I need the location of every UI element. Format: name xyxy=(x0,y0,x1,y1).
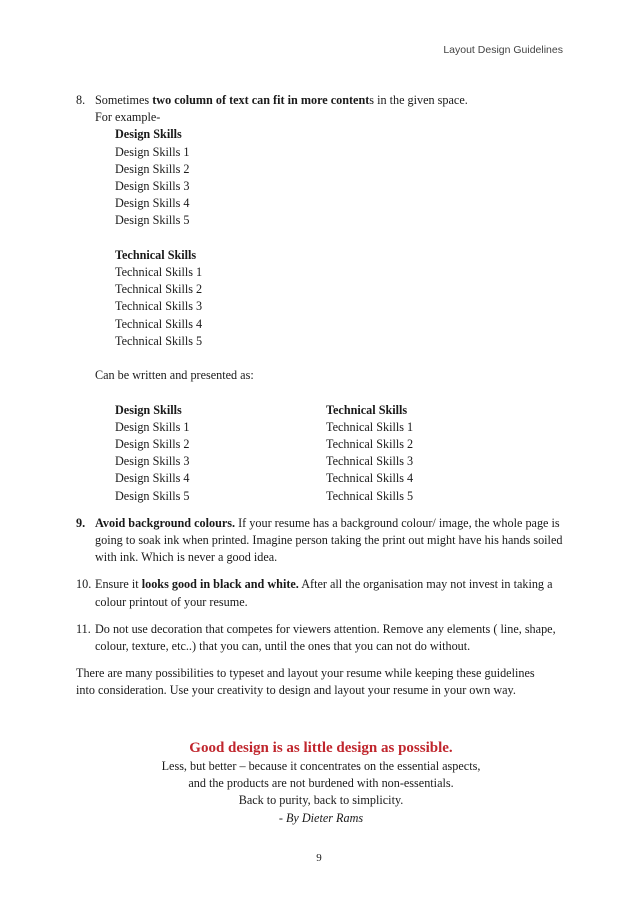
technical-skills-heading: Technical Skills xyxy=(115,247,197,262)
quote-line: Back to purity, back to simplicity. xyxy=(238,793,404,808)
quote-line: and the products are not burdened with non-essentials. xyxy=(188,776,454,791)
item-11-text: Do not use decoration that competes for viewers attention. Remove any elements ( line, shape, colour, texture, etc..) that you can, until the ones that you can not do without. xyxy=(95,621,556,654)
list-item-9 xyxy=(76,515,566,567)
list-item: Design Skills 4 xyxy=(115,196,190,211)
quote-line: Less, but better – because it concentrates on the essential aspects, xyxy=(161,759,481,773)
list-item: Technical Skills 3 xyxy=(115,299,203,314)
list-item-8 xyxy=(76,92,566,505)
technical-skills-column xyxy=(326,402,526,505)
list-item: Technical Skills 3 xyxy=(326,454,414,469)
list-item: Design Skills 2 xyxy=(115,161,190,176)
list-number: 8. xyxy=(76,93,86,107)
example-label: For example- xyxy=(95,110,161,125)
list-item: Technical Skills 2 xyxy=(115,282,203,297)
list-item: Design Skills 1 xyxy=(115,419,190,434)
quote-title: Good design is as little design as possible. xyxy=(189,740,453,756)
list-item: Technical Skills 1 xyxy=(326,419,414,434)
list-item: Design Skills 3 xyxy=(115,454,190,469)
list-item: Technical Skills 4 xyxy=(115,316,203,331)
list-item: Design Skills 2 xyxy=(115,437,190,452)
presented-label: Can be written and presented as: xyxy=(95,368,254,383)
list-item: Technical Skills 5 xyxy=(115,333,203,348)
technical-skills-list xyxy=(95,247,566,350)
quote-block xyxy=(76,738,566,827)
list-item: Technical Skills 2 xyxy=(326,437,414,452)
design-skills-heading: Design Skills xyxy=(115,127,182,142)
list-item-10 xyxy=(76,576,566,610)
list-item-11 xyxy=(76,621,566,655)
item-10-text: Ensure it looks good in black and white. After all the organisation may not invest in taking a colour printout of your resume. xyxy=(95,577,553,609)
list-item: Technical Skills 5 xyxy=(326,488,414,503)
list-item: Design Skills 4 xyxy=(115,471,190,486)
closing-paragraph-line-2: into consideration. Use your creativity to design and layout your resume in your own way. xyxy=(76,683,516,698)
item-8-text: Sometimes two column of text can fit in more contents in the given space. xyxy=(95,93,468,107)
list-number: 11. xyxy=(76,621,91,636)
technical-skills-heading: Technical Skills xyxy=(326,402,408,417)
list-item: Design Skills 5 xyxy=(115,213,190,228)
design-skills-heading: Design Skills xyxy=(115,402,182,417)
list-item: Design Skills 5 xyxy=(115,488,190,503)
list-number: 9. xyxy=(76,515,86,530)
list-item: Design Skills 3 xyxy=(115,179,190,194)
list-item: Technical Skills 1 xyxy=(115,265,203,280)
running-header: Layout Design Guidelines xyxy=(443,44,563,56)
closing-paragraph-line-1: There are many possibilities to typeset and layout your resume while keeping these guidelines xyxy=(76,666,535,681)
list-item: Design Skills 1 xyxy=(115,144,190,159)
design-skills-column xyxy=(115,402,326,505)
page-number: 9 xyxy=(316,852,322,864)
list-number: 10. xyxy=(76,577,92,592)
list-item: Technical Skills 4 xyxy=(326,471,414,486)
item-9-text: Avoid background colours. If your resume has a background colour/ image, the whole page is going to soak ink when printed. Imagine person taking the print out might have his hands soiled with ink. Which is never a good idea. xyxy=(95,515,563,565)
quote-author: - By Dieter Rams xyxy=(278,810,364,825)
design-skills-list xyxy=(95,126,566,229)
two-column-example xyxy=(95,402,566,505)
page-content xyxy=(76,92,566,700)
